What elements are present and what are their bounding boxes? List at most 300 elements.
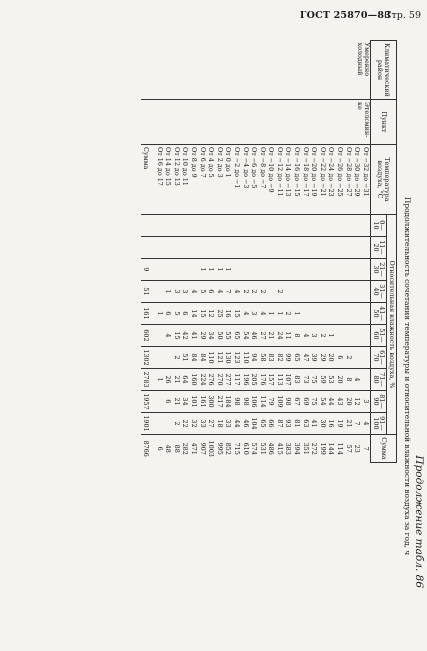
temp-range-cell: От −24 до −23 [327,144,336,214]
value-cell: 53 [327,368,336,390]
value-cell: 109 [275,390,284,412]
value-cell [361,368,370,390]
value-cell [335,236,344,258]
value-cell [284,236,293,258]
value-cell [310,258,319,280]
value-cell: 63 [301,412,310,434]
temp-range-cell: От −14 до −13 [284,144,293,214]
value-cell: 87 [275,412,284,434]
value-cell [215,236,224,258]
value-cell: 3 [310,324,319,346]
value-cell: 16 [327,412,336,434]
value-cell [189,236,198,258]
station-cell: Этелсмин-ке [155,99,370,144]
value-cell [361,302,370,324]
col-station-header: Пункт [370,99,396,144]
sum-cell [141,236,155,258]
value-cell [361,236,370,258]
temp-range-cell: От −8 до −7 [258,144,267,214]
value-cell: 5 [198,280,207,302]
value-cell [155,324,164,346]
row-sum-cell: 7 [361,434,370,462]
value-cell: 20 [327,346,336,368]
row-sum-cell: 351 [301,434,310,462]
value-cell: 16 [224,302,233,324]
value-cell: 79 [267,390,276,412]
value-cell: 110 [207,346,216,368]
value-cell: 6 [164,390,173,412]
value-cell [258,258,267,280]
value-cell: 3 [172,280,181,302]
col-range-header: 21—30 [370,258,386,280]
value-cell: 21 [172,390,181,412]
sum-cell: 602 [141,324,155,346]
value-cell: 25 [215,302,224,324]
col-range-header: 31—40 [370,280,386,302]
table-title: Продолжительность сочетания температуры и относительной влажности воздуха за год, ч [403,196,412,556]
value-cell [232,236,241,258]
value-cell: 29 [318,346,327,368]
value-cell [155,412,164,434]
value-cell: 121 [215,346,224,368]
value-cell: 3 [181,280,190,302]
col-range-header: 91—100 [370,412,386,434]
value-cell [335,324,344,346]
value-cell: 24 [275,324,284,346]
value-cell [275,214,284,236]
value-cell [293,236,302,258]
value-cell: 106 [250,390,259,412]
value-cell: 41 [189,324,198,346]
col-sum-header: Сумма [370,434,396,462]
value-cell: 7 [224,280,233,302]
temp-range-cell: От 0 до 1 [224,144,233,214]
temp-range-cell: От −10 до −9 [267,144,276,214]
value-cell [215,214,224,236]
value-cell: 117 [232,368,241,390]
value-cell [224,214,233,236]
value-cell [353,258,362,280]
value-cell: 18 [215,412,224,434]
value-cell [232,258,241,280]
value-cell: 157 [267,368,276,390]
value-cell [284,258,293,280]
temp-range-cell: От −6 до −5 [250,144,259,214]
value-cell: 64 [181,368,190,390]
value-cell: 2 [172,346,181,368]
value-cell: 27 [207,412,216,434]
value-cell [224,236,233,258]
value-cell: 30 [318,412,327,434]
sum-empty-cell [141,99,155,144]
value-cell: 3 [361,390,370,412]
value-cell [301,302,310,324]
value-cell: 2 [172,412,181,434]
sum-cell [141,214,155,236]
value-cell: 15 [172,324,181,346]
value-cell: 51 [181,346,190,368]
temp-range-cell: От −28 до −27 [344,144,353,214]
value-cell [344,236,353,258]
value-cell: 8 [344,368,353,390]
value-cell [155,346,164,368]
col-range-header: 81—90 [370,390,386,412]
sum-row [141,41,155,463]
temp-range-cell: От −22 до −21 [318,144,327,214]
value-cell: 270 [215,368,224,390]
value-cell [284,280,293,302]
row-sum-cell: 471 [189,434,198,462]
value-cell: 6 [335,346,344,368]
value-cell: 44 [232,412,241,434]
value-cell [361,214,370,236]
value-cell: 75 [310,390,319,412]
row-sum-cell: 1003 [207,434,216,462]
value-cell [241,258,250,280]
value-cell [155,280,164,302]
value-cell [250,258,259,280]
value-cell [155,258,164,280]
value-cell [181,214,190,236]
row-sum-cell: 282 [181,434,190,462]
col-range-header: 61—70 [370,346,386,368]
value-cell: 1 [267,302,276,324]
temp-range-cell: От 6 до 7 [198,144,207,214]
value-cell: 21 [344,412,353,434]
value-cell [189,214,198,236]
table-row [361,41,370,463]
temp-range-cell: От 2 до 3 [215,144,224,214]
humidity-group-header: Относительная влажность воздуха, % [387,214,397,434]
value-cell: 6 [207,280,216,302]
value-cell [301,214,310,236]
value-cell [353,214,362,236]
value-cell: 99 [284,346,293,368]
value-cell [267,258,276,280]
row-sum-cell: 531 [258,434,267,462]
value-cell: 21 [172,368,181,390]
value-cell [318,258,327,280]
value-cell: 58 [258,346,267,368]
value-cell [327,280,336,302]
value-cell: 7 [353,412,362,434]
value-cell [361,258,370,280]
value-cell [172,236,181,258]
temp-range-cell: От 16 до 17 [155,144,164,214]
value-cell [310,302,319,324]
value-cell: 4 [189,280,198,302]
value-cell [164,236,173,258]
value-cell [327,214,336,236]
value-cell: 46 [241,412,250,434]
value-cell: 50 [215,324,224,346]
value-cell: 276 [207,368,216,390]
value-cell: 81 [293,412,302,434]
value-cell: 73 [301,368,310,390]
page-header [0,8,427,26]
value-cell: 69 [301,390,310,412]
value-cell: 1 [164,280,173,302]
value-cell: 130 [224,346,233,368]
value-cell [155,390,164,412]
value-cell [232,214,241,236]
value-cell [155,214,164,236]
value-cell: 2 [275,280,284,302]
value-cell [293,258,302,280]
value-cell: 224 [198,368,207,390]
sum-cell: 161 [141,302,155,324]
grand-total-cell: 8766 [141,434,155,462]
value-cell: 12 [207,302,216,324]
row-sum-cell: 610 [241,434,250,462]
value-cell [250,214,259,236]
col-region-header: Климатический район [370,41,396,100]
value-cell: 55 [224,324,233,346]
value-cell: 59 [318,368,327,390]
temp-range-cell: От 8 до 9 [189,144,198,214]
value-cell: 1 [207,258,216,280]
value-cell: 5 [172,302,181,324]
value-cell: 4 [215,280,224,302]
value-cell [353,324,362,346]
row-sum-cell: 23 [353,434,362,462]
value-cell: 4 [232,280,241,302]
row-sum-cell: 272 [310,434,319,462]
value-cell [284,214,293,236]
row-sum-cell: 486 [267,434,276,462]
value-cell: 4 [241,302,250,324]
value-cell [344,280,353,302]
rotated-table-page [100,36,427,596]
row-sum-cell: 48 [164,434,173,462]
page-number: Стр. 59 [384,10,421,21]
value-cell [258,236,267,258]
row-sum-cell: 995 [215,434,224,462]
row-sum-cell: 715 [232,434,241,462]
value-cell: 2 [241,280,250,302]
value-cell [353,302,362,324]
value-cell [189,258,198,280]
value-cell [318,214,327,236]
table-continuation-label: Продолжение табл. 86 [413,455,425,588]
value-cell: 2 [344,346,353,368]
value-cell: 34 [207,324,216,346]
region-cell: Умеренно холодный [355,42,371,77]
row-sum-cell: 852 [224,434,233,462]
value-cell: 6 [181,302,190,324]
value-cell: 184 [224,390,233,412]
col-range-header: 11—20 [370,236,386,258]
value-cell: 160 [189,368,198,390]
value-cell [318,302,327,324]
value-cell: 84 [189,346,198,368]
row-sum-cell: 88 [172,434,181,462]
value-cell: 54 [318,390,327,412]
value-cell [344,324,353,346]
value-cell [172,214,181,236]
value-cell [301,236,310,258]
row-sum-cell: 199 [318,434,327,462]
value-cell: 4 [258,302,267,324]
value-cell [318,236,327,258]
value-cell: 98 [232,390,241,412]
value-cell: 114 [258,390,267,412]
value-cell: 2 [318,324,327,346]
value-cell [335,302,344,324]
value-cell: 39 [310,346,319,368]
row-sum-cell: 907 [198,434,207,462]
temp-range-cell: От −4 до −3 [241,144,250,214]
value-cell: 43 [335,390,344,412]
value-cell [293,280,302,302]
value-cell: 2 [284,302,293,324]
value-cell: 4 [361,412,370,434]
value-cell: 44 [327,390,336,412]
value-cell [327,258,336,280]
col-temp-header: Температура воздуха, °С [370,144,396,214]
value-cell: 75 [310,368,319,390]
value-cell: 300 [207,390,216,412]
temp-range-cell: От 4 до 5 [207,144,216,214]
value-cell [344,258,353,280]
value-cell: 84 [198,346,207,368]
temp-range-cell: От 14 до 15 [164,144,173,214]
value-cell: 98 [284,390,293,412]
temp-range-cell: От −18 до −17 [301,144,310,214]
value-cell [181,236,190,258]
climate-table [141,40,397,463]
sum-cell: 2783 [141,368,155,390]
value-cell [353,280,362,302]
value-cell [164,258,173,280]
temp-range-cell: От −2 до −1 [232,144,241,214]
value-cell [267,214,276,236]
sum-empty-cell [141,41,155,100]
value-cell: 26 [164,368,173,390]
value-cell [327,236,336,258]
value-cell [164,346,173,368]
value-cell [172,258,181,280]
value-cell: 8 [293,324,302,346]
value-cell [310,236,319,258]
temp-range-cell: От 10 до 11 [181,144,190,214]
value-cell: 1 [224,258,233,280]
value-cell: 1 [215,258,224,280]
value-cell [198,236,207,258]
value-cell: 47 [301,346,310,368]
value-cell [241,214,250,236]
value-cell: 3 [250,302,259,324]
temp-range-cell: От −26 до −25 [335,144,344,214]
value-cell: 15 [198,302,207,324]
value-cell: 42 [181,324,190,346]
value-cell [181,258,190,280]
value-cell [310,214,319,236]
value-cell [241,236,250,258]
value-cell [293,214,302,236]
col-range-header: 71—80 [370,368,386,390]
value-cell: 113 [275,368,284,390]
value-cell: 104 [250,412,259,434]
temp-range-cell: От −30 до −29 [353,144,362,214]
col-range-header: 41—50 [370,302,386,324]
value-cell: 82 [275,346,284,368]
col-range-header: 0—10 [370,214,386,236]
value-cell: 1 [293,302,302,324]
value-cell: 1 [275,302,284,324]
value-cell: 65 [232,324,241,346]
value-cell: 14 [189,302,198,324]
value-cell: 1 [327,324,336,346]
sum-cell: 1302 [141,346,155,368]
value-cell [207,236,216,258]
value-cell [353,236,362,258]
value-cell: 33 [224,412,233,434]
value-cell: 21 [267,324,276,346]
value-cell [258,214,267,236]
sum-cell: 1901 [141,412,155,434]
value-cell [301,280,310,302]
temp-range-cell: От −16 до −15 [293,144,302,214]
row-sum-cell: 6 [155,434,164,462]
value-cell: 94 [250,346,259,368]
value-cell: 15 [232,302,241,324]
value-cell: 2 [250,280,259,302]
value-cell: 176 [258,368,267,390]
value-cell: 1 [198,258,207,280]
value-cell: 34 [181,390,190,412]
value-cell: 54 [241,324,250,346]
value-cell: 41 [310,412,319,434]
value-cell: 33 [198,412,207,434]
temp-range-cell: От −12 до −11 [275,144,284,214]
value-cell: 161 [198,390,207,412]
value-cell [327,302,336,324]
row-sum-cell: 383 [284,434,293,462]
value-cell [207,214,216,236]
value-cell [275,236,284,258]
row-sum-cell: 574 [250,434,259,462]
value-cell: 83 [293,368,302,390]
temp-range-cell: От −20 до −19 [310,144,319,214]
value-cell: 12 [353,390,362,412]
standard-number: ГОСТ 25870—83 [299,10,391,21]
value-cell [301,258,310,280]
value-cell [275,258,284,280]
value-cell [361,324,370,346]
sum-cell: 51 [141,280,155,302]
value-cell: 20 [344,390,353,412]
value-cell: 4 [353,368,362,390]
value-cell [335,258,344,280]
value-cell: 196 [241,368,250,390]
value-cell: 101 [189,390,198,412]
value-cell: 11 [284,324,293,346]
value-cell: 1 [155,368,164,390]
value-cell: 217 [215,390,224,412]
sum-cell: 1957 [141,390,155,412]
value-cell: 107 [284,368,293,390]
row-sum-cell: 144 [327,434,336,462]
value-cell: 123 [232,346,241,368]
value-cell: 4 [164,324,173,346]
value-cell: 6 [164,302,173,324]
value-cell [267,280,276,302]
value-cell [198,214,207,236]
sum-cell: 9 [141,258,155,280]
value-cell [361,280,370,302]
value-cell [164,214,173,236]
